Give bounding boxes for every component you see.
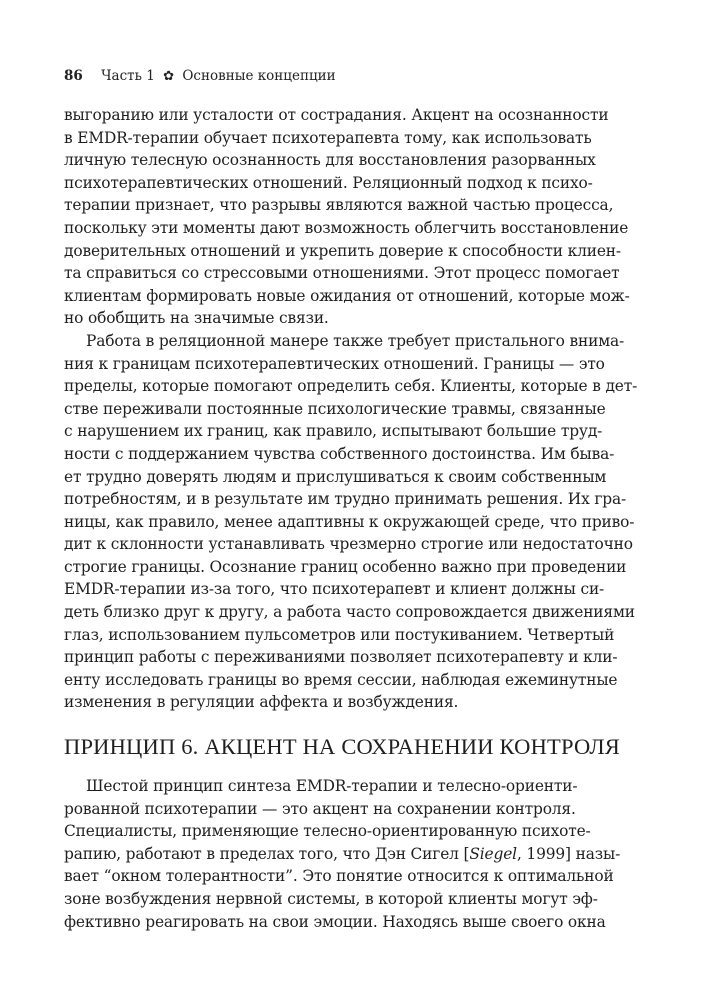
body-text	[64, 104, 638, 714]
text-line: Специалисты, применяющие телесно-ориентированную психоте-	[64, 822, 591, 841]
text-line: принцип работы с переживаниями позволяет психотерапевту и кли-	[64, 648, 618, 667]
text-line: поскольку эти моменты дают возможность облегчить восстановление	[64, 218, 629, 237]
text-line: личную телесную осознанность для восстановления разорванных	[64, 151, 596, 170]
text-line: выгоранию или усталости от сострадания. Акцент на осознанности	[64, 106, 609, 124]
text-line: изменения в регуляции аффекта и возбуждения.	[64, 693, 459, 712]
text-line: деть близко друг к другу, а работа часто сопровождается движениями	[64, 603, 635, 622]
running-head	[64, 68, 336, 84]
body-text-continued	[64, 775, 638, 933]
text-line: Шестой принцип синтеза EMDR-терапии и телесно-ориенти-	[86, 777, 578, 795]
paragraph-3	[64, 775, 638, 933]
section-heading: ПРИНЦИП 6. АКЦЕНТ НА СОХРАНЕНИИ КОНТРОЛЯ	[64, 734, 620, 759]
paragraph-1	[64, 104, 638, 330]
text-line: ницы, как правило, менее адаптивны к окружающей среде, что приво-	[64, 512, 635, 531]
text-line: зоне возбуждения нервной системы, в которой клиенты могут эф-	[64, 889, 598, 908]
text-line: рованной психотерапии — это акцент на сохранении контроля.	[64, 799, 576, 818]
text-line: пределы, которые помогают определить себя. Клиенты, которые в дет-	[64, 377, 638, 396]
text-line: психотерапевтических отношений. Реляционный подход к психо-	[64, 173, 593, 192]
text-line: ет трудно доверять людям и прислушиваться к своим собственным	[64, 467, 607, 486]
part-label: Часть 1	[101, 68, 155, 84]
text-line: та справиться со стрессовыми отношениями. Этот процесс помогает	[64, 264, 620, 283]
text-line: дит к склонности устанавливать чрезмерно строгие или недостаточно	[64, 535, 633, 554]
text-line: ния к границам психотерапевтических отношений. Границы — это	[64, 354, 605, 373]
paragraph-2	[64, 330, 638, 714]
text-line: Работа в реляционной манере также требует пристального внима-	[86, 331, 625, 350]
text-line: енту исследовать границы во время сессии, наблюдая ежеминутные	[64, 670, 618, 689]
text-line: клиентам формировать новые ожидания от отношений, которые мож-	[64, 286, 630, 305]
ornament-icon: ✿	[163, 69, 175, 84]
page-number: 86	[64, 68, 83, 84]
text-line: потребностям, и в результате им трудно принимать решения. Их гра-	[64, 490, 627, 509]
citation-author: Siegel	[469, 844, 517, 863]
text-line: стве переживали постоянные психологические травмы, связанные	[64, 399, 606, 418]
text-line: в EMDR-терапии обучает психотерапевта тому, как использовать	[64, 128, 592, 147]
text-line: с нарушением их границ, как правило, испытывают большие труд-	[64, 422, 603, 441]
section-label: Основные концепции	[182, 68, 336, 84]
text-line: глаз, использованием пульсометров или постукиванием. Четвертый	[64, 625, 615, 644]
text-line: доверительных отношений и укрепить доверие к способности клиен-	[64, 241, 621, 260]
text-run: рапию, работают в пределах того, что Дэн Сигел [	[64, 844, 470, 863]
text-line	[64, 843, 638, 866]
text-line: строгие границы. Осознание границ особенно важно при проведении	[64, 557, 627, 576]
text-line: но обобщить на значимые связи.	[64, 309, 329, 328]
text-line: фективно реагировать на свои эмоции. Находясь выше своего окна	[64, 912, 606, 931]
text-line: вает “окном толерантности”. Это понятие относится к оптимальной	[64, 867, 614, 886]
text-run: , 1999] назы-	[516, 844, 621, 863]
text-line: терапии признает, что разрывы являются важной частью процесса,	[64, 196, 614, 215]
text-line: EMDR-терапии из-за того, что психотерапевт и клиент должны си-	[64, 580, 605, 599]
text-line: ности с поддержанием чувства собственного достоинства. Им быва-	[64, 444, 615, 463]
